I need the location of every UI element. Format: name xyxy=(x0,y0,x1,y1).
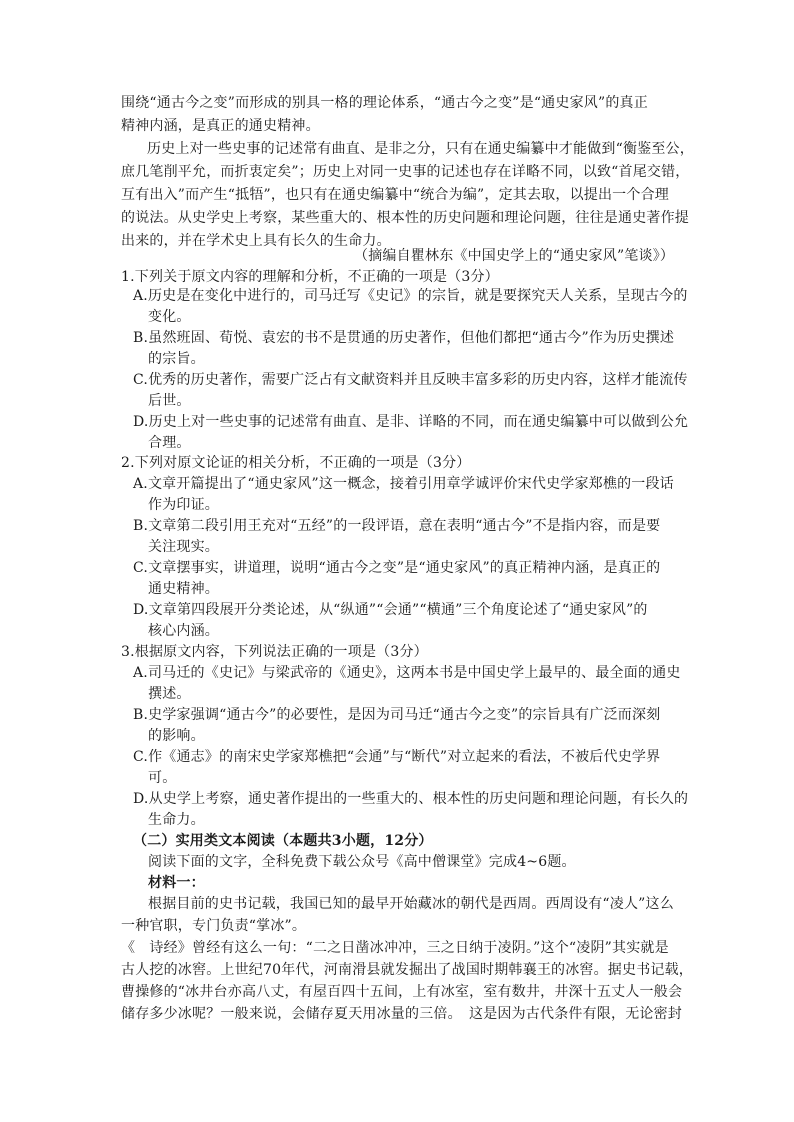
passage-line: 历史上对一些史事的记述常有曲直、是非之分，只有在通史编纂中才能做到“衡鉴至公， xyxy=(147,141,694,157)
option-line: 合理。 xyxy=(148,435,191,451)
option-line: B.虽然班固、荀悦、袁宏的书不是贯通的历史著作，但他们都把“通古今”作为历史撰述 xyxy=(133,330,675,346)
option-line: 生命力。 xyxy=(148,812,205,828)
option-line: A.文章开篇提出了“通史家风”这一概念，接着引用章学诚评价宋代史学家郑樵的一段话 xyxy=(133,476,674,492)
option-line: C.作《通志》的南宋史学家郑樵把“会通”与“断代”对立起来的看法，不被后代史学界 xyxy=(133,749,661,765)
passage-line: 出来的，并在学术史上具有长久的生命力。 xyxy=(121,233,391,249)
option-line: 变化。 xyxy=(148,309,191,325)
source-citation: （摘编自瞿林东《中国史学上的“通史家风”笔谈》） xyxy=(354,248,675,264)
option-line: D.文章第四段展开分类论述，从“纵通”“会通”“横通”三个角度论述了“通史家风”的 xyxy=(133,602,648,618)
material-line: 古人挖的冰窖。上世纪70年代，河南滑县就发掘出了战国时期韩襄王的冰窖。据史书记载， xyxy=(121,962,694,978)
section-heading: （二）实用类文本阅读（本题共3小题，12分） xyxy=(133,833,433,849)
option-line: C.文章摆事实，讲道理，说明“通古今之变”是“通史家风”的真正精神内涵，是真正的 xyxy=(133,560,661,576)
option-line: D.历史上对一些史事的记述常有曲直、是非、详略的不同，而在通史编纂中可以做到公允 xyxy=(133,414,689,430)
option-line: 通史精神。 xyxy=(148,581,219,597)
material-line: 根据目前的史书记载，我国已知的最早开始藏冰的朝代是西周。西周设有“凌人”这么 xyxy=(148,896,674,912)
passage-line: 精神内涵，是真正的通史精神。 xyxy=(121,118,320,134)
material-line: 《 诗经》曾经有这么一句：“二之日凿冰冲冲，三之日纳于凌阴。”这个“凌阴”其实就是 xyxy=(121,940,669,956)
material-line: 曹操修的“冰井台亦高八丈，有屋百四十五间，上有冰室，室有数井，井深十五丈人一般会 xyxy=(121,984,683,1000)
material-label: 材料一： xyxy=(148,875,205,891)
instruction-text: 阅读下面的文字，全科免费下载公众号《高中僧课堂》完成4~6题。 xyxy=(148,854,576,870)
option-line: 可。 xyxy=(148,770,177,786)
option-line: 的影响。 xyxy=(148,728,205,744)
material-line: 一种官职，专门负责“掌冰”。 xyxy=(121,918,307,934)
option-line: C.优秀的历史著作，需要广泛占有文献资料并且反映丰富多彩的历史内容，这样才能流传 xyxy=(133,372,688,388)
passage-line: 互有出入”而产生“抵牾”，也只有在通史编纂中“统合为编”，定其去取，以提出一个合理 xyxy=(121,187,669,203)
option-line: 后世。 xyxy=(148,393,191,409)
option-line: 核心内涵。 xyxy=(148,623,219,639)
option-line: B.文章第二段引用王充对“五经”的一段评语，意在表明“通古今”不是指内容，而是要 xyxy=(133,518,661,534)
option-line: A.司马迁的《史记》与梁武帝的《通史》，这两本书是中国史学上最早的、最全面的通史 xyxy=(133,665,681,681)
passage-line: 的说法。从史学史上考察，某些重大的、根本性的历史问题和理论问题，往往是通史著作提 xyxy=(121,210,689,226)
option-line: B.史学家强调“通古今”的必要性，是因为司马迁“通古今之变”的宗旨具有广泛而深刻 xyxy=(133,707,661,723)
question-stem: 2.下列对原文论证的相关分析，不正确的一项是（3分） xyxy=(121,455,471,471)
material-line: 储存多少冰呢？一般来说，会储存夏天用冰量的三倍。 这是因为古代条件有限，无论密封 xyxy=(121,1006,682,1022)
passage-line: 庶几笔削平允，而折衷定矣”；历史上对同一史事的记述也存在详略不同，以致“首尾交错， xyxy=(121,164,690,180)
option-line: 作为印证。 xyxy=(148,497,219,513)
option-line: A.历史是在变化中进行的，司马迁写《史记》的宗旨，就是要探究天人关系，呈现古今的 xyxy=(133,288,688,304)
question-stem: 3.根据原文内容，下列说法正确的一项是（3分） xyxy=(121,644,428,660)
option-line: D.从史学上考察，通史著作提出的一些重大的、根本性的历史问题和理论问题，有长久的 xyxy=(133,791,689,807)
option-line: 撰述。 xyxy=(148,686,191,702)
passage-line: 围绕“通古今之变”而形成的别具一格的理论体系，“通古今之变”是“通史家风”的真正 xyxy=(121,95,648,111)
question-stem: 1.下列关于原文内容的理解和分析，不正确的一项是（3分） xyxy=(121,269,499,285)
option-line: 关注现实。 xyxy=(148,539,219,555)
option-line: 的宗旨。 xyxy=(148,351,205,367)
